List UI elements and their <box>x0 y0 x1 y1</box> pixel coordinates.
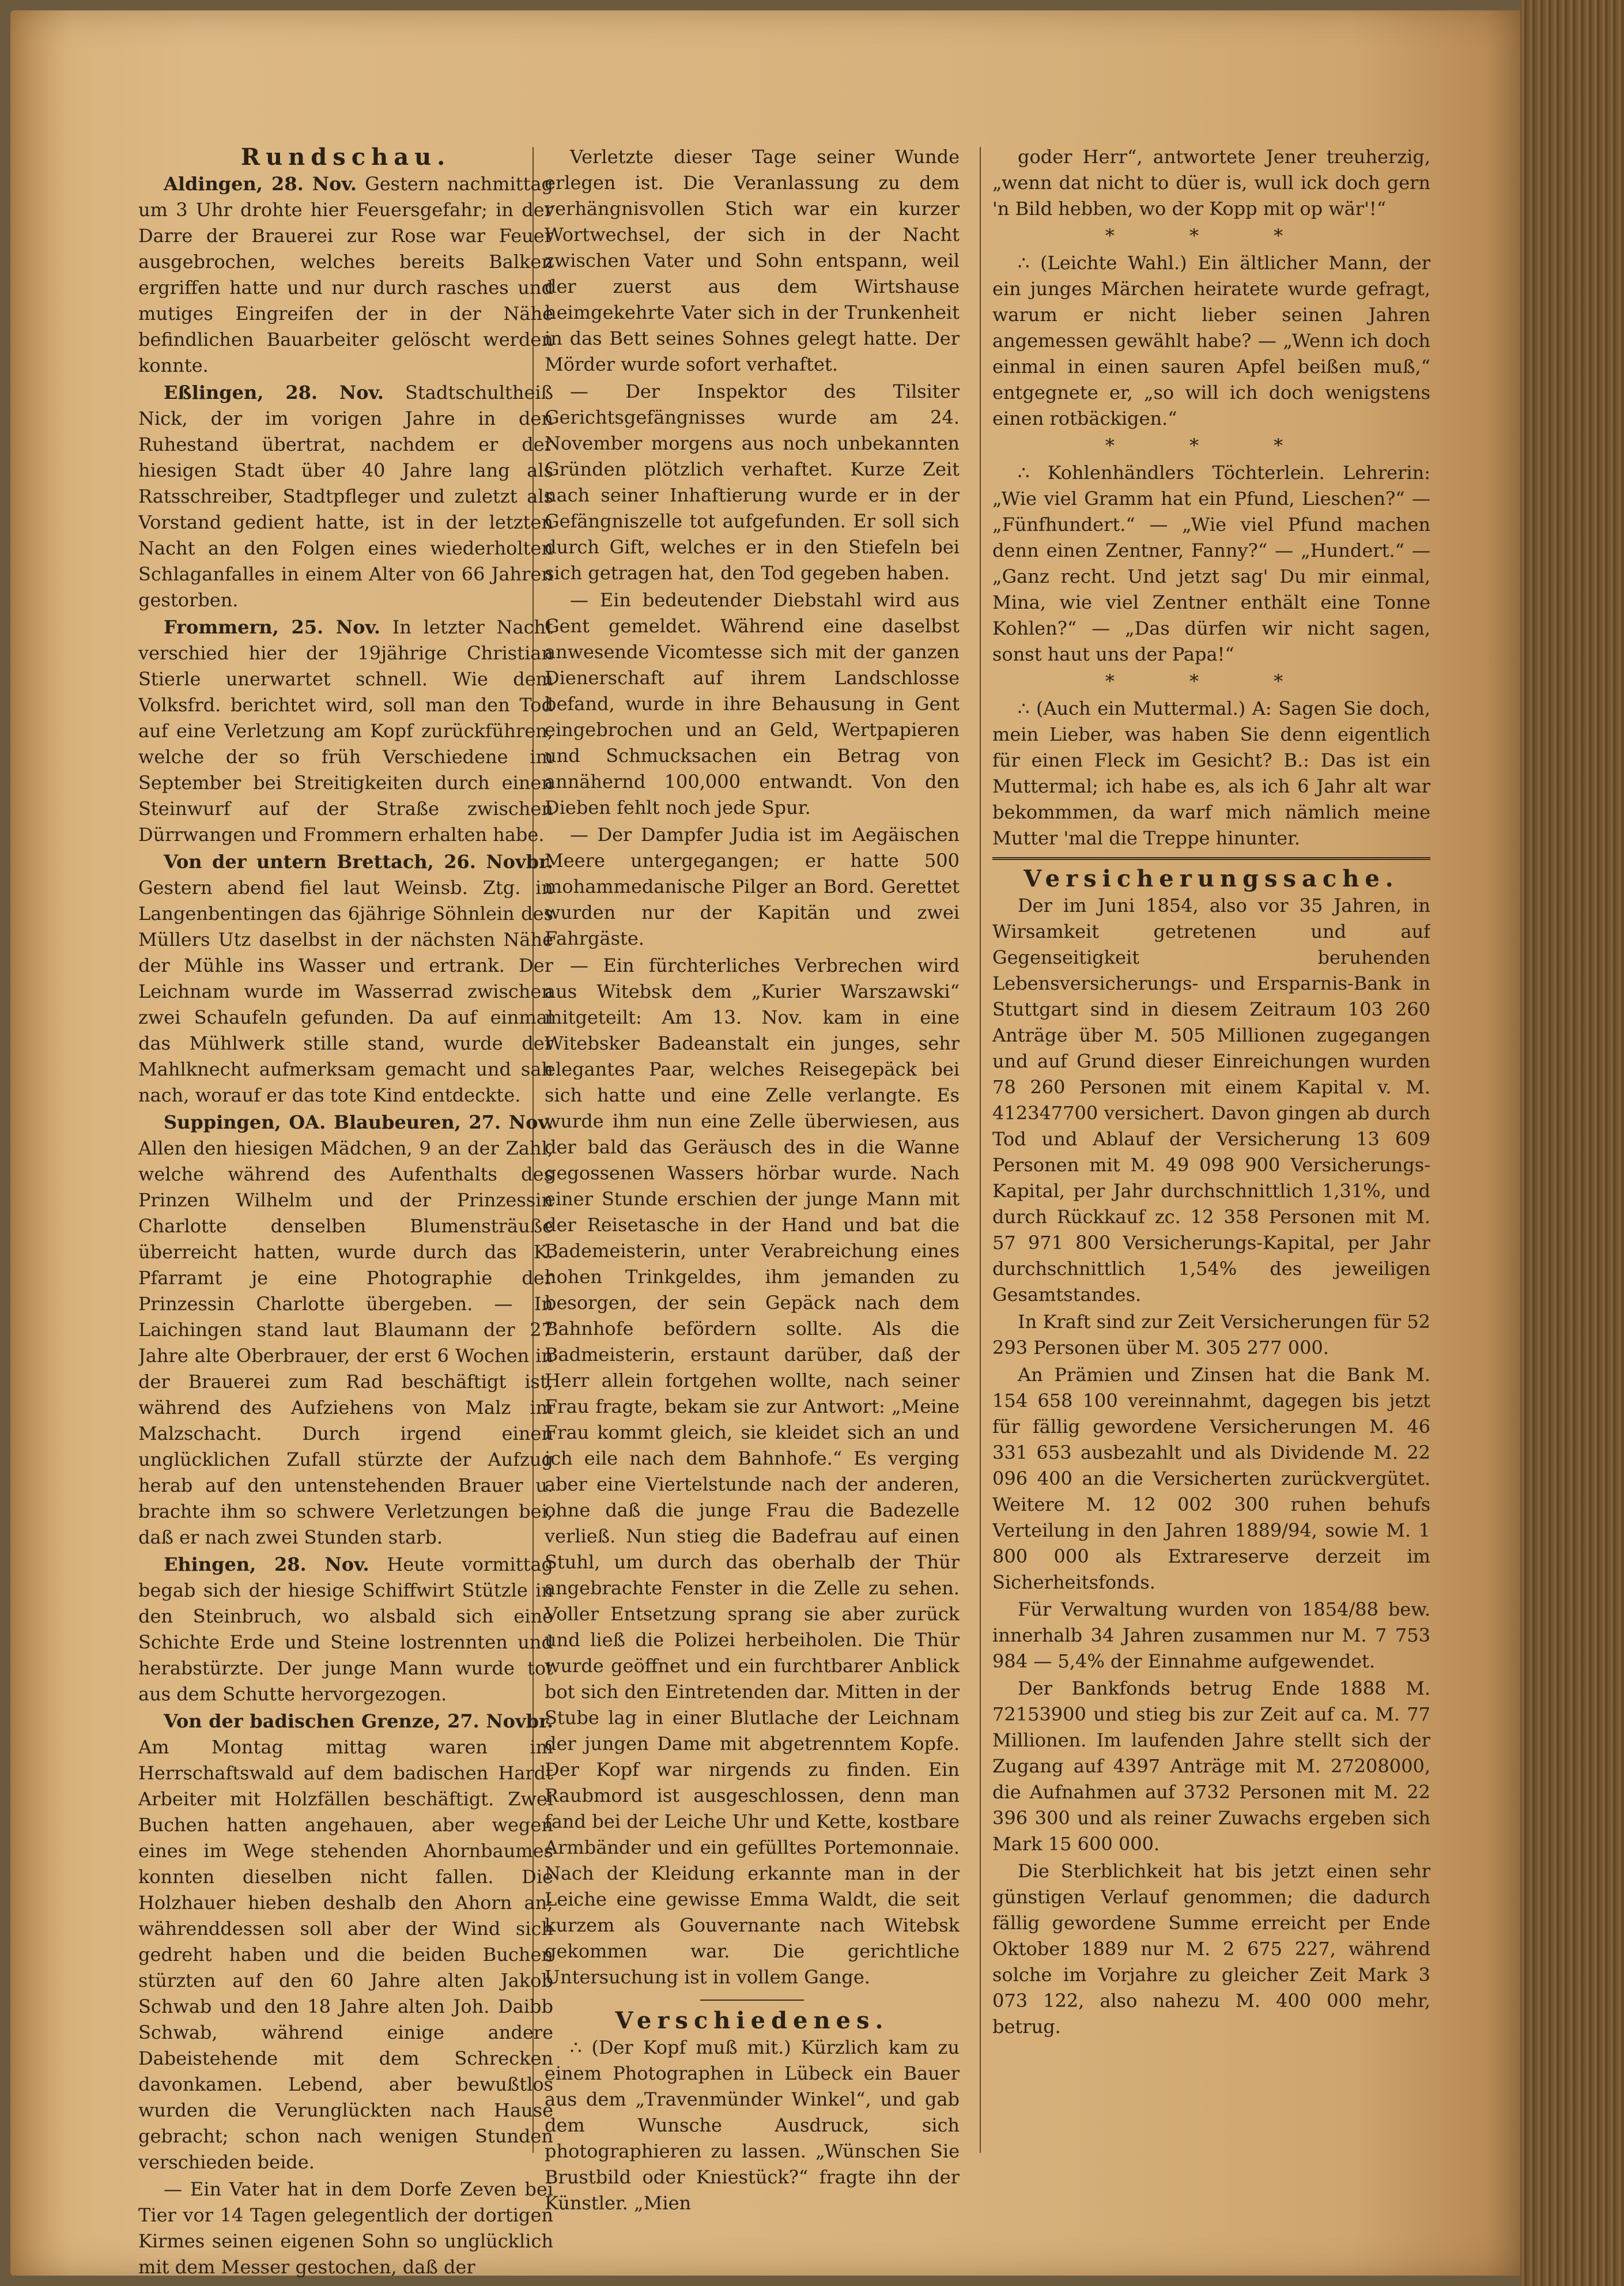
article-text: Für Verwaltung wurden von 1854/88 bew. innerhalb 34 Jahren zusammen nur M. 7 753 984 — 5,4% der Einnahme aufgewendet. <box>992 1598 1430 1672</box>
column-2 <box>545 144 960 2217</box>
article-text: Gestern nachmittag um 3 Uhr drohte hier Feuersgefahr; in der Darre der Brauerei zur Rose war Feuer ausgebrochen, welches bereits Balken ergriffen hatte und nur durch rasches und mutiges Eingreifen der in der Nähe befindlichen Bauarbeiter gelöscht werden konnte. <box>138 173 553 376</box>
article-text: Verletzte dieser Tage seiner Wunde erlegen ist. Die Veranlassung zu dem verhängnisvollen Stich war ein kurzer Wortwechsel, der sich in der Nacht zwischen Vater und Sohn entspann, weil der zuerst aus dem Wirtshause heimgekehrte Vater sich in der Trunkenheit in das Bett seines Sohnes gelegt hatte. Der Mörder wurde sofort verhaftet. <box>545 146 960 375</box>
column-3 <box>992 144 1430 2041</box>
article-paragraph <box>992 1858 1430 2040</box>
article-paragraph <box>138 171 553 379</box>
article-paragraph <box>138 849 553 1108</box>
article-paragraph <box>992 250 1430 432</box>
article-paragraph <box>138 1110 553 1551</box>
article-paragraph <box>992 1362 1430 1595</box>
page-edge <box>1520 0 1624 2286</box>
article-dateline: Ehingen, 28. Nov. <box>164 1553 369 1575</box>
article-paragraph <box>992 144 1430 222</box>
article-dateline: Von der untern Brettach, 26. Novbr. <box>164 851 553 873</box>
article-paragraph <box>138 614 553 848</box>
article-text: — Ein bedeutender Diebstahl wird aus Gent gemeldet. Während eine daselbst anwesende Vicomtesse sich mit der ganzen Dienerschaft auf ihrem Landschlosse befand, wurde in ihre Behausung in Gent eingebrochen und an Geld, Wertpapieren und Schmucksachen ein Betrag von annähernd 100,000 entwandt. Von den Dieben fehlt noch jede Spur. <box>545 589 960 818</box>
article-text: An Prämien und Zinsen hat die Bank M. 154 658 100 vereinnahmt, dagegen bis jetzt für fällig gewordene Versicherungen M. 46 331 653 ausbezahlt und als Dividende M. 22 096 400 an die Versicherten zurückvergütet. Weitere M. 12 002 300 ruhen behufs Verteilung in den Jahren 1889/94, sowie M. 1 800 000 als Extrareserve derzeit im Sicherheitsfonds. <box>992 1364 1430 1593</box>
article-paragraph <box>138 380 553 613</box>
article-text: ∴ (Auch ein Muttermal.) A: Sagen Sie doch, mein Lieber, was haben Sie denn eigentlich für einen Fleck im Gesicht? B.: Das ist ein Muttermal; ich habe es, als ich 6 Jahr alt war bekommmen, da warf mich nämlich meine Mutter 'mal die Treppe hinunter. <box>992 697 1430 849</box>
article-text: Gestern abend fiel laut Weinsb. Ztg. in Langenbentingen das 6jährige Söhnlein des Müllers Utz daselbst in der nächsten Nähe der Mühle ins Wasser und ertrank. Der Leichnam wurde im Wasserrad zwischen zwei Schaufeln gefunden. Da auf einmal das Mühlwerk stille stand, wurde der Mahlknecht aufmerksam gemacht und sah nach, worauf er das tote Kind entdeckte. <box>138 877 553 1106</box>
article-paragraph <box>992 1676 1430 1857</box>
article-text: In letzter Nacht verschied hier der 19jährige Christian Stierle unerwartet schnell. Wie dem Volksfrd. berichtet wird, soll man den Tod auf eine Verletzung am Kopf zurückführen, welche der so früh Verschiedene im September bei Streitigkeiten durch einen Steinwurf auf der Straße zwischen Dürrwangen und Frommern erhalten habe. <box>138 616 553 846</box>
article-text: Die Sterblichkeit hat bis jetzt einen sehr günstigen Verlauf genommen; die dadurch fällig gewordene Summe erreicht per Ende Oktober 1889 nur M. 2 675 227, während solche im Vorjahre zu gleicher Zeit Mark 3 073 122, also nahezu M. 400 000 mehr, betrug. <box>992 1860 1430 2038</box>
article-paragraph <box>138 1552 553 1707</box>
column-3-body <box>992 144 1430 851</box>
article-dateline: Eßlingen, 28. Nov. <box>164 382 384 403</box>
article-paragraph <box>992 460 1430 667</box>
article-text: ∴ Kohlenhändlers Töchterlein. Lehrerin: „Wie viel Gramm hat ein Pfund, Lieschen?“ — „Fünfhundert.“ — „Wie viel Pfund machen denn einen Zentner, Fanny?“ — „Hundert.“ — „Ganz recht. Und jetzt sag' Du mir einmal, Mina, wie viel Zentner enthält eine Tonne Kohlen?“ — „Das dürfen wir nicht sagen, sonst haut uns der Papa!“ <box>992 462 1430 665</box>
article-text: Der im Juni 1854, also vor 35 Jahren, in Wirsamkeit getretenen und auf Gegenseitigkeit beruhenden Lebensversicherungs- und Ersparnis-Bank in Stuttgart sind in diesem Zeitraum 103 260 Anträge über M. 505 Millionen zugegangen und auf Grund dieser Einreichungen wurden 78 260 Personen mit einem Kapital v. M. 412347700 versichert. Davon gingen ab durch Tod und Ablauf der Versicherung 13 609 Personen mit M. 49 098 900 Versicherungs-Kapital, per Jahr durchschnittlich 1,31%, und durch Rückkauf zc. 12 358 Personen mit M. 57 971 800 Versicherungs-Kapital, per Jahr durchschnittlich 1,54% des jeweiligen Gesamtstandes. <box>992 895 1430 1306</box>
article-dateline: Suppingen, OA. Blaubeuren, 27. Nov. <box>164 1111 553 1133</box>
article-text: Der Bankfonds betrug Ende 1888 M. 72153900 und stieg bis zur Zeit auf ca. M. 77 Millionen. Im laufenden Jahre stellt sich der Zugang auf 4397 Anträge mit M. 27208000, die Aufnahmen auf 3732 Personen mit M. 22 396 300 und als reiner Zuwachs ergeben sich Mark 15 600 000. <box>992 1677 1430 1855</box>
article-paragraph <box>545 379 960 586</box>
article-paragraph <box>545 822 960 952</box>
article-paragraph <box>545 587 960 821</box>
column-1-body <box>138 171 553 2280</box>
article-text: — Ein fürchterliches Verbrechen wird aus Witebsk dem „Kurier Warszawski“ mitgeteilt: Am 13. Nov. kam in eine Witebsker Badeanstalt ein junges, sehr elegantes Paar, welches Reisegepäck bei sich hatte und eine Zelle verlangte. Es wurde ihm nun eine Zelle überwiesen, aus der bald das Geräusch des in die Wanne gegossenen Wassers hörbar wurde. Nach einer Stunde erschien der junge Mann mit der Reisetasche in der Hand und bat die Bademeisterin, unter Verabreichung eines hohen Trinkgeldes, ihm jemanden zu besorgen, der sein Gepäck nach dem Bahnhofe befördern sollte. Als die Badmeisterin, erstaunt darüber, daß der Herr allein fortgehen wollte, nach seiner Frau fragte, bekam sie zur Antwort: „Meine Frau kommt gleich, sie kleidet sich an und ich eile nach dem Bahnhofe.“ Es verging aber eine Viertelstunde nach der anderen, ohne daß die junge Frau die Badezelle verließ. Nun stieg die Badefrau auf einen Stuhl, um durch das oberhalb der Thür angebrachte Fenster in die Zelle zu sehen. Voller Entsetzung sprang sie aber zurück und ließ die Polizei herbeiholen. Die Thür wurde geöffnet und ein furchtbarer Anblick bot sich den Eintretenden dar. Mitten in der Stube lag in einer Blutlache der Leichnam der jungen Dame mit abgetrenntem Kopfe. Der Kopf war nirgends zu finden. Ein Raubmord ist ausgeschlossen, denn man fand bei der Leiche Uhr und Kette, kostbare Armbänder und ein gefülltes Portemonnaie. Nach der Kleidung erkannte man in der Leiche eine gewisse Emma Waldt, die seit kurzem als Gouvernante nach Witebsk gekommen war. Die gerichtliche Untersuchung ist in vollem Gange. <box>545 955 960 1988</box>
asterisk-separator: * * * <box>1105 225 1318 247</box>
article-text: Am Montag mittag waren im Herrschaftswald auf dem badischen Hardt Arbeiter mit Holzfällen beschäftigt. Zwei Buchen hatten angehauen, aber wegen eines im Wege stehenden Ahornbaumes konnten dieselben nicht fallen. Die Holzhauer hieben deshalb den Ahorn an; währenddessen soll aber der Wind sich gedreht haben und die beiden Buchen stürzten auf den 60 Jahre alten Jakob Schwab und den 18 Jahre alten Joh. Daibb Schwab, während einige andere Dabeistehende mit dem Schrecken davonkamen. Lebend, aber bewußtlos wurden die Verunglückten nach Hause gebracht; schon nach wenigen Stunden verschieden beide. <box>138 1736 553 2173</box>
article-dateline: Frommern, 25. Nov. <box>164 616 380 638</box>
article-paragraph <box>992 696 1430 851</box>
article-paragraph <box>992 893 1430 1308</box>
article-paragraph <box>138 1708 553 2175</box>
article-text: Heute vormittag begab sich der hiesige Schiffwirt Stützle in den Steinbruch, wo alsbald sich eine Schichte Erde und Steine lostrennten und herabstürzte. Der junge Mann wurde tot aus dem Schutte hervorgezogen. <box>138 1553 553 1705</box>
column-1 <box>138 144 553 2281</box>
section-heading-verschiedenes: Verschiedenes. <box>615 2007 889 2034</box>
article-text: Allen den hiesigen Mädchen, 9 an der Zahl, welche während des Aufenthalts des Prinzen Wilhelm und der Prinzessin Charlotte denselben Blumensträuße überreicht hatten, wurde durch das K. Pfarramt je eine Photographie der Prinzessin Charlotte übergeben. — In Laichingen stand laut Blaumann der 27 Jahre alte Oberbrauer, der erst 6 Wochen in der Brauerei zum Rad beschäftigt ist, während des Aufziehens von Malz im Malzschacht. Durch irgend einen unglücklichen Zufall stürzte der Aufzug herab auf den untenstehenden Brauer u. brachte ihm so schwere Verletzungen bei, daß er nach zwei Stunden starb. <box>138 1137 553 1548</box>
article-paragraph <box>992 1597 1430 1674</box>
column-rule-2 <box>980 147 981 2153</box>
article-text: — Ein Vater hat in dem Dorfe Zeven bei Tier vor 14 Tagen gelegentlich der dortigen Kirmes seinen eigenen Sohn so unglücklich mit dem Messer gestochen, daß der <box>138 2178 553 2278</box>
section-divider <box>700 2000 804 2001</box>
column-2-body-2 <box>545 2035 960 2216</box>
article-paragraph <box>138 2176 553 2280</box>
article-dateline: Aldingen, 28. Nov. <box>164 173 357 195</box>
article-paragraph <box>545 2035 960 2216</box>
article-text: goder Herr“, antwortete Jener treuherzig, „wenn dat nicht to düer is, wull ick doch gern 'n Bild hebben, wo der Kopp mit op wär'!“ <box>992 146 1430 220</box>
section-divider <box>992 857 1430 860</box>
article-text: In Kraft sind zur Zeit Versicherungen für 52 293 Personen über M. 305 277 000. <box>992 1311 1430 1359</box>
article-paragraph <box>545 953 960 1990</box>
column-3-body-2 <box>992 893 1430 2040</box>
section-heading-versicherungssache: Versicherungssache. <box>1024 865 1399 892</box>
asterisk-separator: * * * <box>1105 670 1318 692</box>
article-text: — Der Inspektor des Tilsiter Gerichtsgefängnisses wurde am 24. November morgens aus noch unbekannten Gründen plötzlich verhaftet. Kurze Zeit nach seiner Inhaftierung wurde er in der Gefängniszelle tot aufgefunden. Er soll sich durch Gift, welches er in den Stiefeln bei sich getragen hat, den Tod gegeben haben. <box>545 380 960 584</box>
article-text: ∴ (Leichte Wahl.) Ein ältlicher Mann, der ein junges Märchen heiratete wurde gefragt, warum er nicht lieber seinen Jahren angemessen gewählt habe? — „Wenn ich doch einmal in einen sauren Apfel beißen muß,“ entgegnete er, „so will ich doch wenigstens einen rotbäckigen.“ <box>992 252 1430 429</box>
article-text: ∴ (Der Kopf muß mit.) Kürzlich kam zu einem Photographen in Lübeck ein Bauer aus dem „Travenmünder Winkel“, und gab dem Wunsche Ausdruck, sich photographieren zu lassen. „Wünschen Sie Brustbild oder Kniestück?“ fragte ihn der Künstler. „Mien <box>545 2036 960 2214</box>
article-text: Stadtschultheiß Nick, der im vorigen Jahre in den Ruhestand übertrat, nachdem er der hiesigen Stadt über 40 Jahre lang als Ratsschreiber, Stadtpfleger und zuletzt als Vorstand gedient hatte, ist in der letzten Nacht an den Folgen eines wiederholten Schlaganfalles in einem Alter von 66 Jahren gestorben. <box>138 382 553 611</box>
article-paragraph <box>992 1309 1430 1361</box>
column-2-body <box>545 144 960 1990</box>
asterisk-separator: * * * <box>1105 435 1318 457</box>
article-text: — Der Dampfer Judia ist im Aegäischen Meere untergegangen; er hatte 500 mohammedanische Pilger an Bord. Gerettet wurden nur der Kapitän und zwei Fahrgäste. <box>545 824 960 949</box>
article-dateline: Von der badischen Grenze, 27. Novbr. <box>164 1710 553 1732</box>
section-heading-rundschau: Rundschau. <box>240 144 451 171</box>
article-paragraph <box>545 144 960 378</box>
